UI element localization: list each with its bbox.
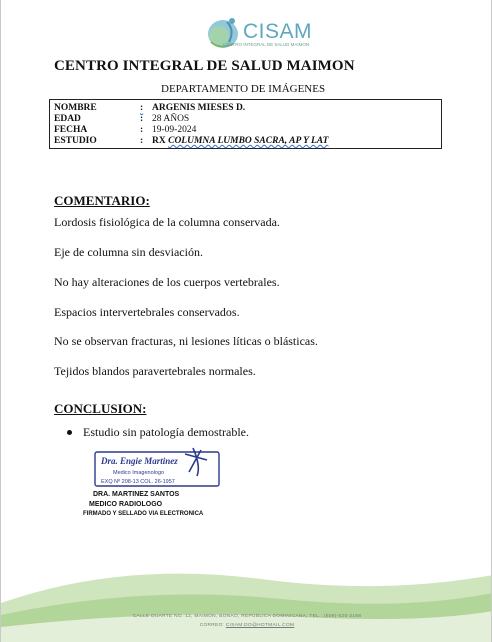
info-label: NOMBRE	[54, 103, 97, 113]
info-separator: :	[140, 103, 144, 113]
info-separator: :	[140, 136, 144, 146]
info-row-edad	[54, 114, 437, 125]
doctor-name-block	[89, 490, 180, 510]
info-row-fecha	[54, 125, 437, 136]
footer-wave	[1, 565, 492, 642]
footer-contact	[1, 623, 492, 628]
doctor-name: DRA. MARTINEZ SANTOS	[93, 491, 180, 498]
info-row-estudio	[54, 136, 437, 147]
signature-stamp	[89, 446, 229, 494]
department-title: DEPARTAMENTO DE IMÁGENES	[161, 83, 326, 95]
study-date: 19-09-2024	[152, 125, 197, 135]
comment-line: No hay alteraciones de los cuerpos vertebrales.	[54, 275, 280, 289]
footer-address: CALLE DUARTE NO. 12, MAIMÓN, BONAO, REPUBLICA DOMINICANA, TEL.: (809)-525-2198	[132, 614, 362, 619]
study-name: COLUMNA LUMBO SACRA, AP Y LAT	[168, 136, 329, 146]
info-label: ESTUDIO	[54, 136, 97, 146]
info-label: EDAD	[54, 114, 81, 124]
comment-line: Eje de columna sin desviación.	[54, 245, 203, 259]
study-prefix: RX	[152, 136, 169, 146]
conclusion-item	[67, 425, 249, 440]
doctor-title: MEDICO RADIOLOGO	[89, 501, 163, 508]
footer-email-label: CORREO:	[199, 623, 225, 628]
info-label: FECHA	[54, 125, 88, 135]
logo-tagline: CENTRO INTEGRAL DE SALUD MAIMON	[223, 42, 310, 47]
info-row-nombre	[54, 103, 437, 114]
stamp-title: Medico Imagenologo	[113, 470, 165, 476]
comment-heading: COMENTARIO:	[54, 193, 150, 208]
comment-line: Espacios intervertebrales conservados.	[54, 305, 240, 319]
center-title: CENTRO INTEGRAL DE SALUD MAIMON	[54, 58, 355, 74]
patient-name: ARGENIS MIESES D.	[152, 103, 246, 113]
conclusion-text: Estudio sin patología demostrable.	[83, 425, 249, 439]
signature-note: FIRMADO Y SELLADO VIA ELECTRONICA	[83, 511, 204, 517]
patient-info-box	[49, 99, 442, 149]
info-separator: :	[140, 114, 144, 124]
conclusion-heading: CONCLUSION:	[54, 401, 147, 416]
stamp-exequatur: EXQ Nº 208-13 COL. 26-1957	[101, 479, 175, 485]
comment-line: No se observan fracturas, ni lesiones líticas o blásticas.	[54, 334, 318, 348]
footer-email[interactable]: CISAM.DO@HOTMAIL.COM	[225, 623, 295, 628]
comment-line: Lordosis fisiológica de la columna conservada.	[54, 215, 280, 229]
comment-line: Tejidos blandos paravertebrales normales.	[54, 364, 256, 378]
logo-brand: CISAM	[243, 20, 313, 43]
stamp-name: Dra. Engie Martinez	[101, 456, 178, 466]
patient-age: 28 AÑOS	[152, 114, 190, 124]
bullet-icon	[67, 430, 72, 435]
info-separator: :	[140, 125, 144, 135]
